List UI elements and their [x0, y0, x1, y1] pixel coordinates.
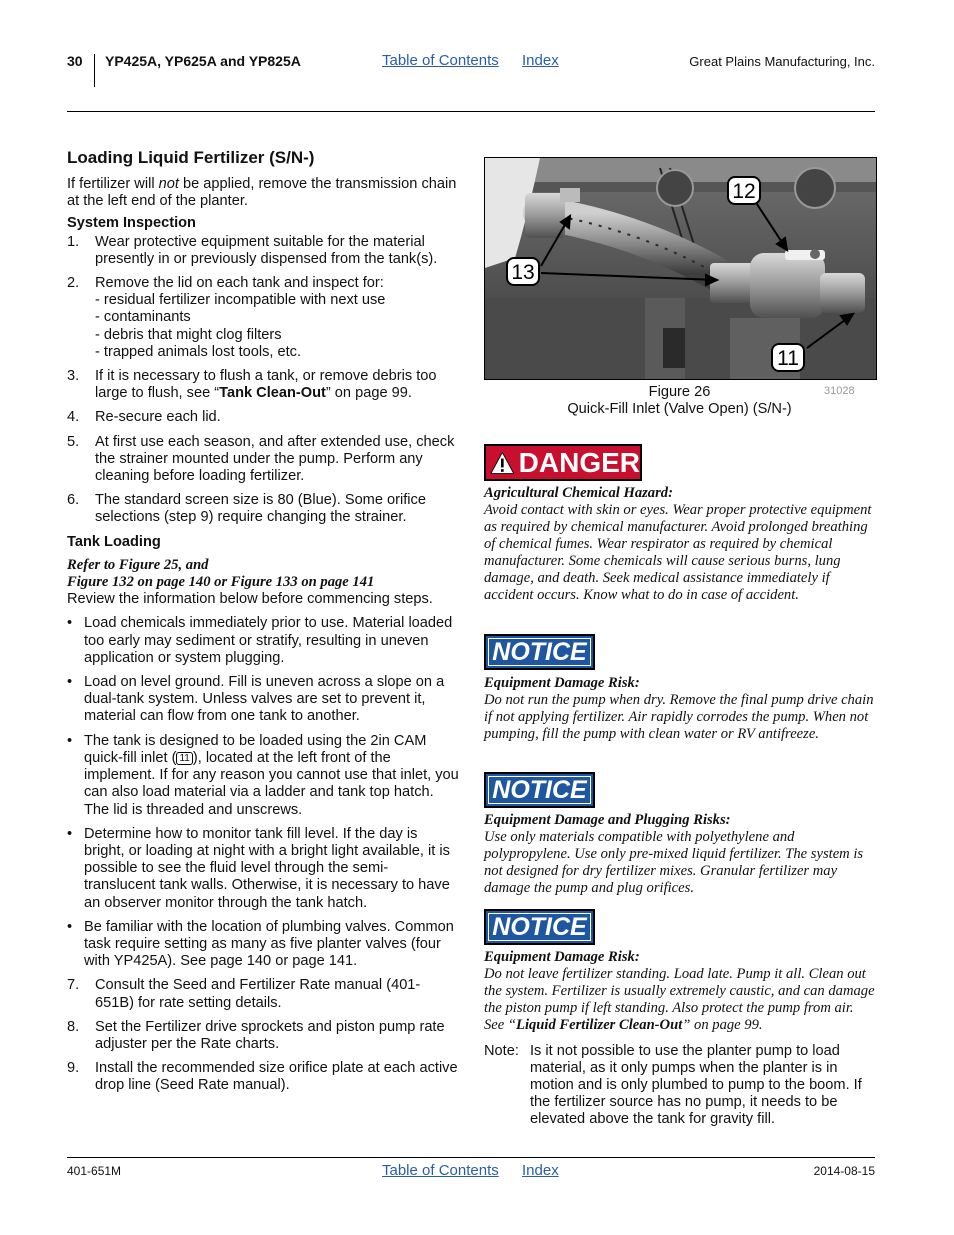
header-divider [94, 54, 95, 87]
note-label: Note: [484, 1043, 519, 1059]
callout-11-icon: 11 [176, 752, 192, 765]
figure-image-id: 31028 [824, 385, 855, 397]
document-number: 401-651M [67, 1164, 122, 1178]
callout-12-label: 12 [732, 180, 756, 203]
review-text: Review the information below before commencing steps. [67, 591, 433, 608]
company-name: Great Plains Manufacturing, Inc. [689, 54, 875, 69]
figure-photo [484, 157, 877, 380]
callout-11-label: 11 [777, 347, 799, 370]
header-toc-link[interactable]: Table of Contents [382, 52, 499, 69]
bullet-item: • The tank is designed to be loaded using the 2in CAM quick-fill inlet ( 11 ), located at the left front of the implement. If for any reason you cannot use that inlet, you can also load material via a ladder and tank top hatch. The lid is threaded and unscrews. [67, 732, 459, 818]
figure-reference: Refer to Figure 25, and Figure 132 on page 140 or Figure 133 on page 141 [67, 556, 375, 591]
note [484, 1043, 876, 1128]
section-intro: If fertilizer will not be applied, remove the transmission chain at the left end of the planter. [67, 176, 457, 210]
footer-index-link[interactable]: Index [522, 1162, 559, 1179]
bullet-item: • Load on level ground. Fill is uneven across a slope on a dual-tank system. Unless valves are set to prevent it, material can flow from one tank to another. [67, 674, 445, 725]
system-inspection-heading: System Inspection [67, 215, 196, 232]
list-item: 9. Install the recommended size orifice plate at each active drop line (Seed Rate manual). [67, 1060, 458, 1094]
callout-13-label: 13 [511, 261, 535, 284]
warning-triangle-icon [490, 449, 515, 477]
list-item: 6. The standard screen size is 80 (Blue). Some orifice selections (step 9) require changing the strainer. [67, 492, 426, 526]
notice-message: Equipment Damage and Plugging Risks: Use only materials compatible with polyethylene and polypropylene. Use only pre-mixed liquid fertilizer. The system is not designed for dry fertilizer mixes. Granular fertilizer may damage the pump and plug orifices. [484, 812, 864, 897]
list-item: 5. At first use each season, and after extended use, check the strainer mounted under the pump. Perform any cleaning before loading fertilizer. [67, 433, 455, 485]
header-rule [67, 111, 875, 112]
notice-message: Equipment Damage Risk: Do not run the pump when dry. Remove the final pump drive chain if not applying fertilizer. Air rapidly corrodes the pump. When not pumping, fill the pump with clean water or RV antifreeze. [484, 675, 874, 743]
notice-badge: NOTICE [484, 772, 595, 808]
list-item: 2. Remove the lid on each tank and inspect for: - residual fertilizer incompatible with next use - contaminants - debris that might clog filters - trapped animals lost tools, etc. [67, 275, 386, 360]
danger-badge [484, 444, 642, 481]
list-item: 4. Re-secure each lid. [67, 409, 221, 426]
danger-message: Agricultural Chemical Hazard: Avoid contact with skin or eyes. Wear proper protective equipment as required by chemical manufacturer. Avoid prolonged breathing of chemical fumes. Wear respirator as required by chemical manufacturer. Some chemicals will cause serious burns, lung damage, and death. Seek medical assistance immediately if accident occurs. Know what to do in case of accident. [484, 485, 872, 604]
list-item: 8. Set the Fertilizer drive sprockets and piston pump rate adjuster per the Rate charts. [67, 1018, 445, 1052]
list-item: 3. If it is necessary to flush a tank, or remove debris too large to flush, see “Tank Clean-Out” on page 99. [67, 368, 437, 402]
bullet-item: • Be familiar with the location of plumbing valves. Common task require setting as many as five planter valves (four with YP425A). See page 140 or page 141. [67, 918, 454, 970]
figure-caption: Figure 26 Quick-Fill Inlet (Valve Open) (S/N-) [567, 384, 792, 417]
document-date: 2014-08-15 [813, 1164, 875, 1178]
tank-clean-out-ref[interactable]: Tank Clean-Out [219, 385, 326, 402]
liquid-fertilizer-clean-out-ref[interactable]: Liquid Fertilizer Clean-Out [516, 1017, 683, 1034]
document-title: YP425A, YP625A and YP825A [105, 53, 301, 69]
list-item: 1. Wear protective equipment suitable for the material presently in or previously dispensed from the tank(s). [67, 233, 438, 267]
left-column [67, 148, 459, 1102]
danger-label: DANGER [518, 446, 640, 478]
note-text: Is it not possible to use the planter pump to load material, as it only pumps when the planter is in motion and is only plumbed to pump to the boom. If the fertilizer source has no pump, it needs to be elevated above the tank for gravity fill. [530, 1043, 862, 1128]
tank-loading-heading: Tank Loading [67, 533, 161, 550]
bullet-item: • Determine how to monitor tank fill level. If the day is bright, or loading at night with a bright light available, it is possible to see the fluid level through the semi-translucent tank walls. Otherwise, it is necessary to have an observer monitor through the tank hatch. [67, 825, 450, 911]
page-number: 30 [67, 53, 83, 69]
notice-badge: NOTICE [484, 634, 595, 670]
bullet-item: • Load chemicals immediately prior to use. Material loaded too early may sediment or stratify, resulting in uneven application or system plugging. [67, 615, 453, 666]
footer-toc-link[interactable]: Table of Contents [382, 1162, 499, 1179]
header-index-link[interactable]: Index [522, 52, 559, 69]
footer-rule [67, 1157, 875, 1158]
notice-message: Equipment Damage Risk: Do not leave fertilizer standing. Load late. Pump it all. Clean out the system. Fertilizer is usually extremely caustic, and can damage the piston pump if left standing. Also protect the pump from air. See “Liquid Fertilizer Clean-Out” on page 99. [484, 949, 875, 1034]
notice-badge: NOTICE [484, 909, 595, 945]
list-item: 7. Consult the Seed and Fertilizer Rate manual (401-651B) for rate setting details. [67, 977, 421, 1011]
section-title: Loading Liquid Fertilizer (S/N-) [67, 148, 315, 167]
